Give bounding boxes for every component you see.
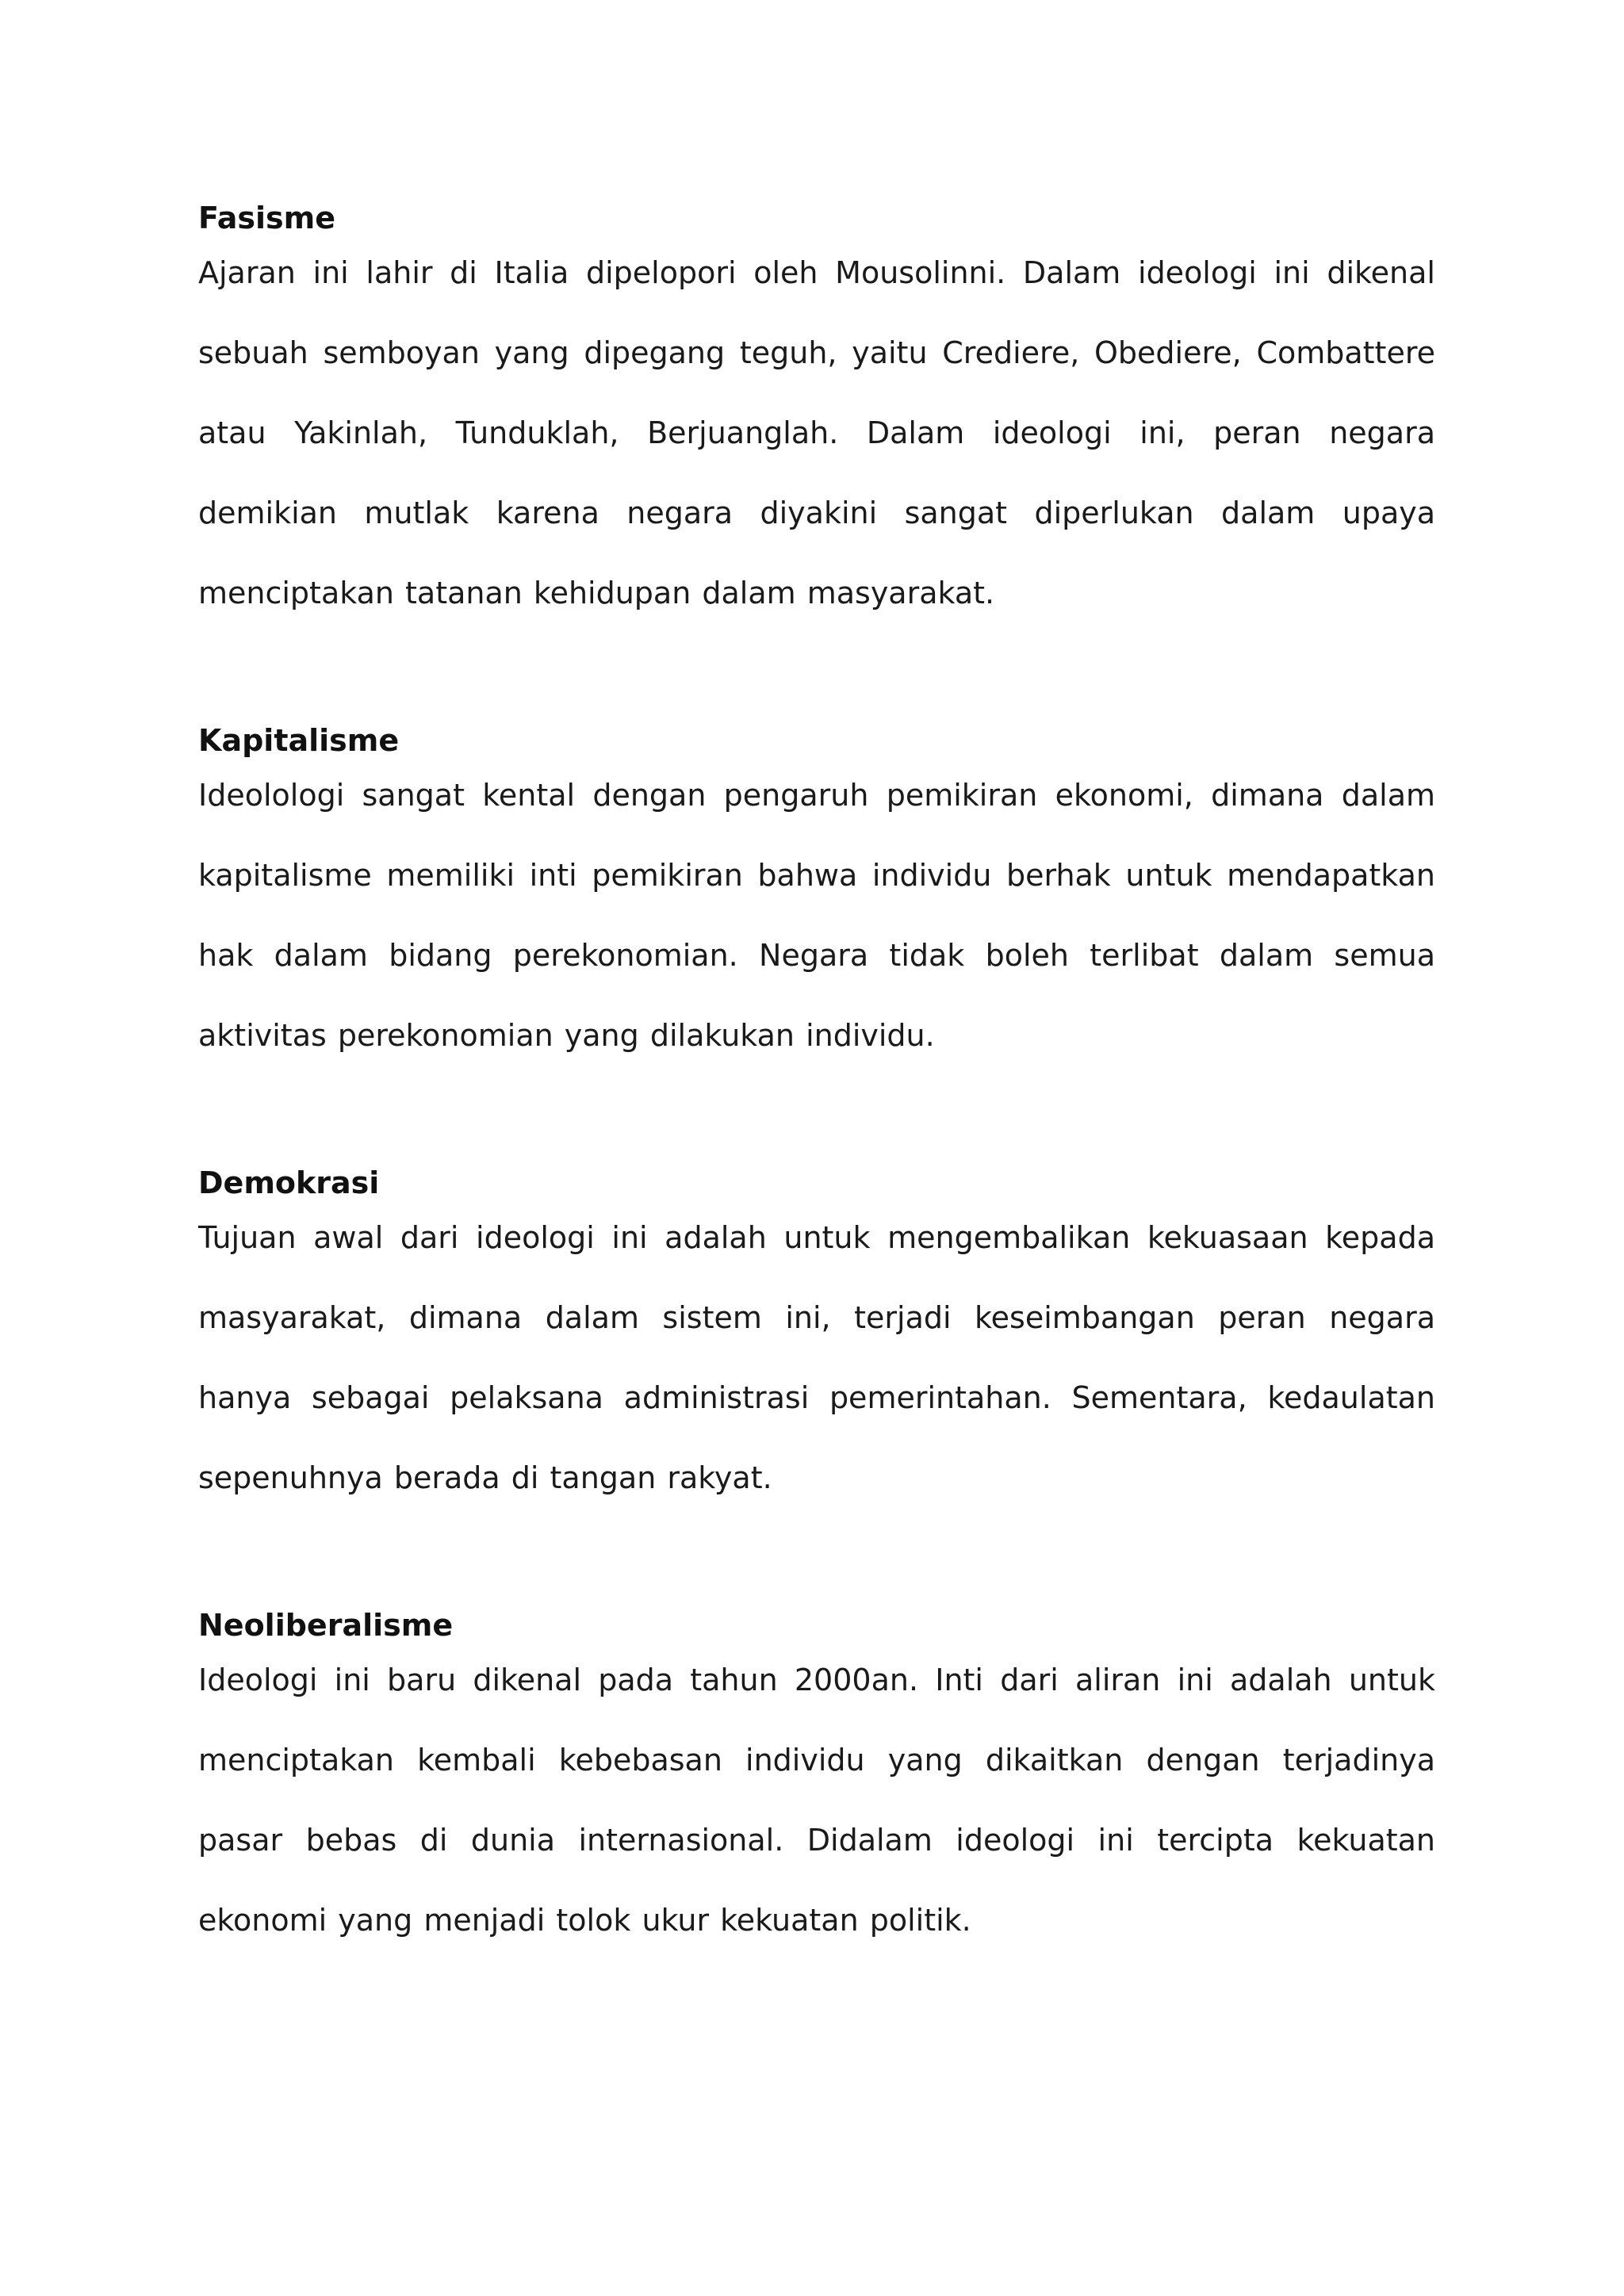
section-title: Demokrasi [198,1165,380,1200]
section-title: Neoliberalisme [198,1608,454,1643]
document-content [198,197,1435,2046]
section-paragraph: Ideologi ini baru dikenal pada tahun 2000an. Inti dari aliran ini adalah untuk menciptakan kembali kebebasan individu yang dikaitkan dengan terjadinya pasar bebas di dunia internasional. Didalam ideologi ini tercipta kekuatan ekonomi yang menjadi tolok ukur kekuatan politik. [198,1663,1435,1938]
section-neoliberalisme [198,1604,1435,1961]
section-title: Kapitalisme [198,723,400,758]
section-title: Fasisme [198,201,336,235]
section-fasisme [198,197,1435,633]
section-kapitalisme [198,719,1435,1076]
section-paragraph: Ajaran ini lahir di Italia dipelopori oleh Mousolinni. Dalam ideologi ini dikenal sebuah semboyan yang dipegang teguh, yaitu Crediere, Obediere, Combattere atau Yakinlah, Tunduklah, Berjuanglah. Dalam ideologi ini, peran negara demikian mutlak karena negara diyakini sangat diperlukan dalam upaya menciptakan tatanan kehidupan dalam masyarakat. [198,255,1435,610]
section-paragraph: Tujuan awal dari ideologi ini adalah untuk mengembalikan kekuasaan kepada masyarakat, dimana dalam sistem ini, terjadi keseimbangan peran negara hanya sebagai pelaksana administrasi pemerintahan. Sementara, kedaulatan sepenuhnya berada di tangan rakyat. [198,1220,1435,1495]
section-paragraph: Ideolologi sangat kental dengan pengaruh pemikiran ekonomi, dimana dalam kapitalisme memiliki inti pemikiran bahwa individu berhak untuk mendapatkan hak dalam bidang perekonomian. Negara tidak boleh terlibat dalam semua aktivitas perekonomian yang dilakukan individu. [198,778,1435,1053]
section-demokrasi [198,1161,1435,1518]
